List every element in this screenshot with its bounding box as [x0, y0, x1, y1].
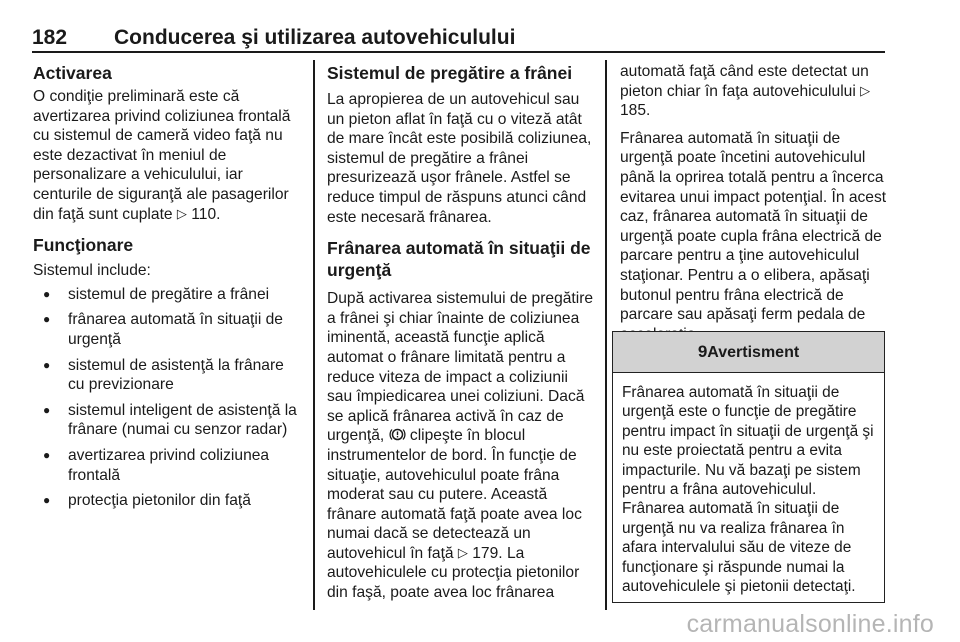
activation-text: O condiţie preliminară este că avertizarea privind coliziunea frontală cu sistemul de cameră video faţă nu este dezactivat în meniul de personalizare a vehiculului, iar centurile de siguranţă ale pasagerilor din faţă sunt cuplate [33, 88, 291, 223]
section-heading-functionare: Funcţionare [33, 235, 134, 256]
auto-brake-text-3: La autovehiculele cu protecţia pietonilor din faşă, poate avea loc frânarea [327, 544, 580, 602]
watermark: carmanualsonline.info [686, 610, 934, 638]
section-heading-activarea: Activarea [33, 63, 112, 83]
section-heading-auto-brake: Frânarea automată în situaţii de urgenţă [327, 238, 591, 281]
warning-header [613, 332, 884, 373]
pedestrian-ref-page[interactable]: 185. [620, 102, 651, 120]
features-list [33, 285, 301, 511]
auto-brake-paragraph [327, 289, 595, 603]
ref-arrow-icon[interactable]: ▷ [860, 82, 871, 98]
header-rule [32, 51, 885, 53]
pedestrian-paragraph [620, 62, 888, 121]
list-item: ● sistemul inteligent de asistenţă la frânare (numai cu senzor radar) [33, 401, 301, 440]
brake-warning-icon [389, 427, 406, 442]
column-1 [33, 62, 301, 517]
brake-prep-paragraph: La apropierea de un autovehicul sau un pieton aflat în faţă cu o viteză atât de mare încât este posibilă coliziunea, sistemul de pregătire a frânei presurizează uşor frânele. Astfel se reduce timpul de răspuns atunci când este necesară frânarea. [327, 91, 592, 226]
list-item: ● avertizarea privind coliziunea frontală [33, 446, 301, 485]
column-divider-2 [605, 60, 607, 610]
section-heading-brake-prep: Sistemul de pregătire a frânei [327, 63, 573, 83]
activation-paragraph [33, 87, 301, 224]
page-number: 182 [32, 26, 68, 49]
pedestrian-text: automată faţă când este detectat un pieton chiar în faţa autovehiculului [620, 63, 869, 100]
activation-ref-page[interactable]: 110. [191, 205, 221, 223]
warning-text: Frânarea automată în situaţii de urgenţă este o funcţie de pregătire pentru impact în situaţii de urgenţă şi nu este proiectată pentru a evita impacturile. Nu vă bazaţi pe sistem pentru a frâna autovehiculul. Frânarea automată în situaţii de urgenţă nu va realiza frânarea în afara intervalului său de viteze de funcţionare şi răspunde numai la autovehiculele şi pietonii detectaţi. [622, 384, 874, 596]
full-stop-paragraph: Frânarea automată în situaţii de urgenţă poate încetini autovehiculul până la oprirea totală pentru a încerca evitarea unui impact potenţial. În acest caz, frânarea automată în situaţii de urgenţă poate cupla frâna electrică de parcare pentru a ţine autovehiculul staţionar. Pentru a o elibera, apăsaţi butonul pentru frâna electrică de parcare sau apăsaţi ferm pedala de [620, 129, 887, 324]
ref-arrow-icon[interactable]: ▷ [176, 205, 187, 221]
warning-icon: 9 [697, 342, 708, 361]
list-item: ● protecţia pietonilor din faţă [33, 491, 301, 511]
warning-box [612, 331, 885, 603]
ref-arrow-icon[interactable]: ▷ [457, 544, 468, 560]
auto-brake-text-1: După activarea sistemului de pregătire a frânei şi chiar înainte de coliziunea iminentă, această funcţie aplică automat o frânare limitată pentru a reduce viteza de impact a coliziunii sau împiedicarea unei coliziuni. Dacă se aplică frânarea activă în caz de urgenţă, [327, 290, 594, 445]
auto-brake-text-2: clipeşte în blocul instrumentelor de bord. În funcţie de situaţie, autovehiculul poate frâna moderat sau cu putere. Această frânare automată faţă poate avea loc numai dacă se detectează un autovehicul în faţă [327, 427, 582, 562]
auto-brake-ref-page[interactable]: 179. [472, 544, 503, 562]
column-3 [620, 62, 888, 344]
page-header [32, 24, 884, 54]
warning-title: Avertisment [707, 344, 800, 361]
list-item: ● frânarea automată în situaţii de urgenţă [33, 310, 301, 349]
system-intro: Sistemul include: [33, 262, 151, 280]
column-2 [327, 62, 595, 603]
list-item: ● sistemul de asistenţă la frânare cu previzionare [33, 356, 301, 395]
page-title: Conducerea şi utilizarea autovehiculului [114, 26, 516, 49]
list-item: ● sistemul de pregătire a frânei [33, 285, 301, 305]
column-divider-1 [313, 60, 315, 610]
